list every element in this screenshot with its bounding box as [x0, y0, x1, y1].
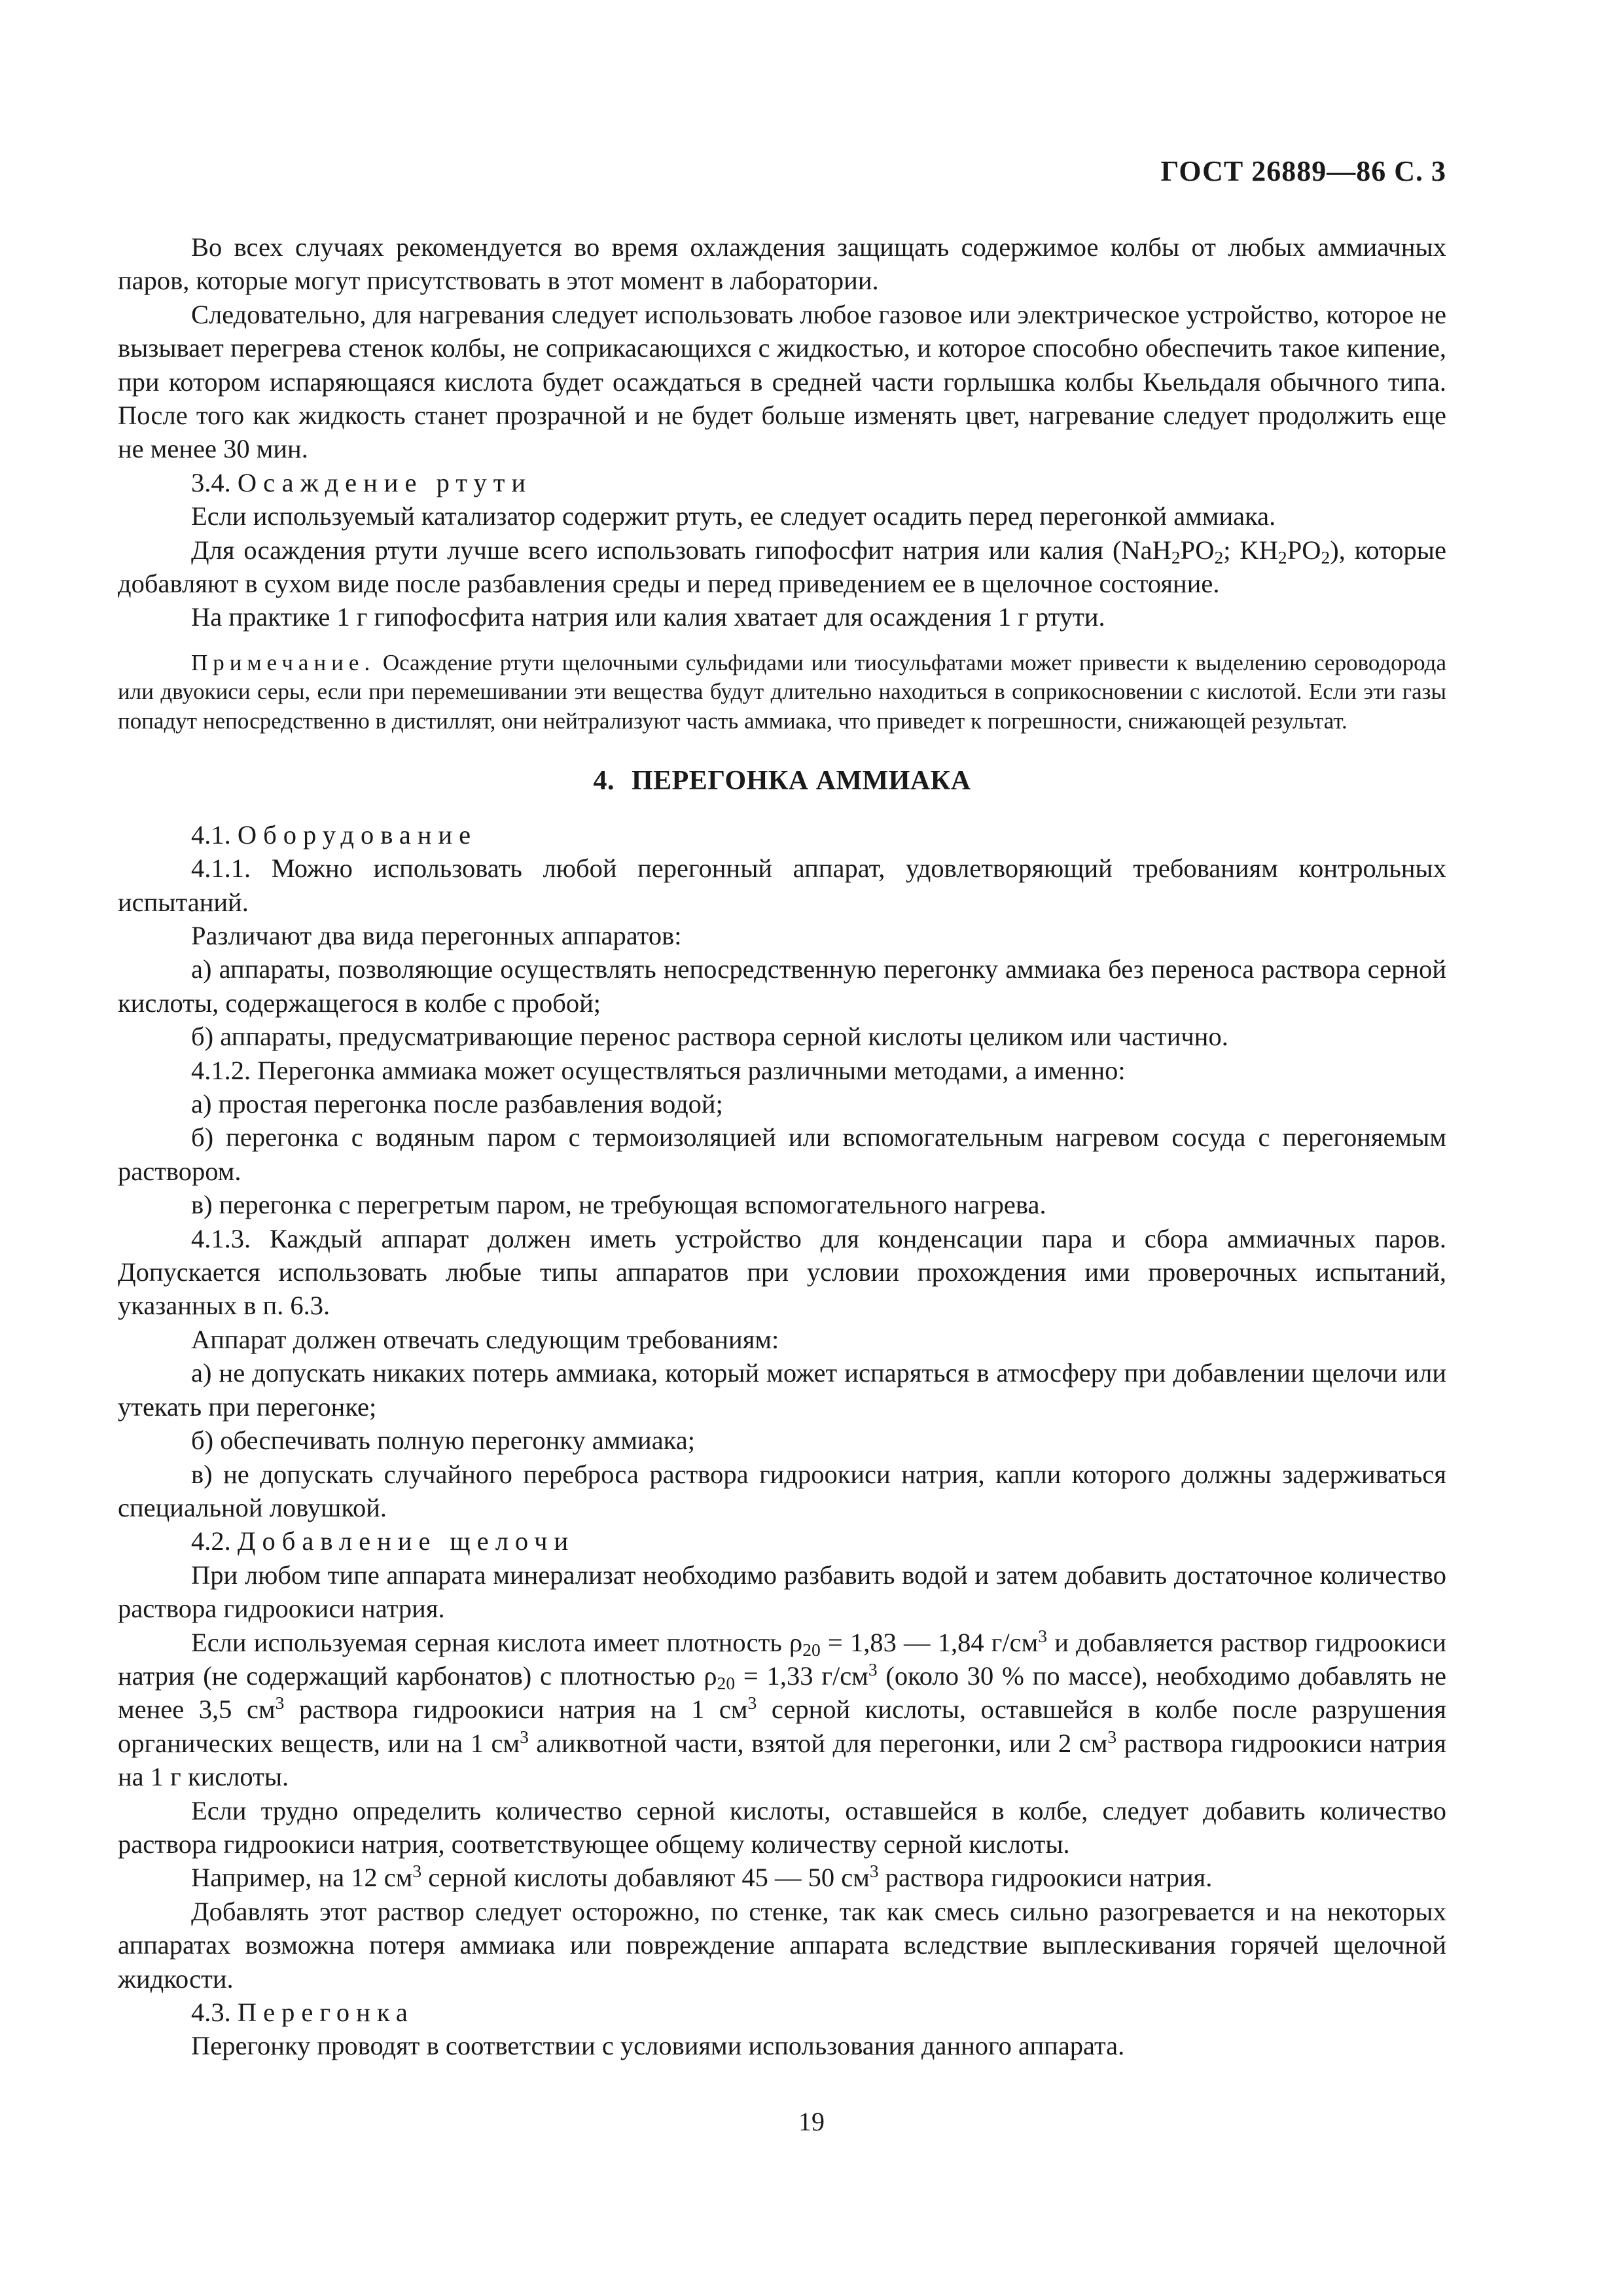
paragraph-example — [118, 1861, 1446, 1894]
paragraph-4-1-2: 4.1.2. Перегонка аммиака может осуществляться различными методами, а именно: — [191, 1055, 1126, 1085]
text-run: = 1,83 — 1,84 г/см — [820, 1627, 1039, 1657]
paragraph-hypophosphite — [118, 533, 1446, 601]
subsection-title: Осаждение ртути — [237, 467, 533, 497]
text-run: ), которые добавляют в сухом виде после разбавления среды и перед приведением ее в щелочное состояние. — [118, 535, 1446, 599]
text-run: и добавляется раствор гидроокиси натрия (не содержащий карбонатов) с плотностью ρ — [118, 1627, 1446, 1691]
subsection-4-3-heading — [118, 1996, 1446, 2029]
text-run: аликвотной части, взятой для перегонки, или 2 см — [528, 1728, 1108, 1758]
subsection-number: 3.4. — [191, 467, 231, 497]
subsection-4-1-heading — [118, 818, 1446, 852]
subsection-title: Перегонка — [237, 1998, 414, 2027]
list-item: а) не допускать никаких потерь аммиака, который может испаряться в атмосферу при добавлении щелочи или утекать при перегонке; — [118, 1358, 1446, 1422]
superscript: 3 — [275, 1693, 285, 1713]
paragraph-4-1-3: 4.1.3. Каждый аппарат должен иметь устройство для конденсации пара и сбора аммиачных паров. Допускается использовать любые типы аппаратов при условии прохождения ими проверочных испытаний, указанных в п. 6.3. — [118, 1223, 1446, 1321]
subscript: 2 — [1171, 547, 1181, 567]
subsection-number: 4.3. — [191, 1998, 231, 2027]
paragraph-mercury-catalyst: Если используемый катализатор содержит ртуть, ее следует осадить перед перегонкой аммиака. — [191, 501, 1276, 531]
text-run: серной кислоты, оставшейся в колбе после разрушения органических веществ, или на 1 см — [118, 1695, 1446, 1758]
text-run: Например, на 12 см — [191, 1863, 413, 1893]
text-run: Для осаждения ртути лучше всего использовать гипофосфит натрия или калия (NaH — [191, 535, 1171, 565]
text-run: серной кислоты добавляют 45 — 50 см — [421, 1863, 870, 1893]
subscript: 20 — [717, 1672, 736, 1693]
text-run: раствора гидроокиси натрия на 1 г кислоты. — [118, 1728, 1446, 1792]
page-number: 19 — [798, 2107, 825, 2136]
subsection-4-2-heading — [118, 1524, 1446, 1558]
text-run: PO — [1180, 535, 1215, 565]
text-run: PO — [1287, 535, 1321, 565]
list-item: в) перегонка с перегретым паром, не требующая вспомогательного нагрева. — [191, 1190, 1046, 1220]
superscript: 3 — [412, 1861, 422, 1882]
list-item: а) простая перегонка после разбавления водой; — [191, 1089, 723, 1119]
paragraph-requirements: Аппарат должен отвечать следующим требованиям: — [191, 1324, 779, 1354]
note-text: Осаждение ртути щелочными сульфидами или тиосульфатами может привести к выделению сероводорода или двуокиси серы, если при перемешивании эти вещества будут длительно находиться в соприкосновении с кислотой. Если эти газы попадут непосредственно в дистиллят, они нейтрализуют часть аммиака, что приведет к погрешности, снижающей результат. — [118, 649, 1446, 734]
text-run: раствора гидроокиси натрия. — [878, 1863, 1213, 1893]
text-run: (около 30 % по массе), необходимо добавлять не менее 3,5 см — [118, 1660, 1447, 1725]
paragraph-heating: Следовательно, для нагревания следует использовать любое газовое или электрическое устройство, которое не вызывает перегрева стенок колбы, не соприкасающихся с жидкостью, и которое способно обеспечить такое кипение, при котором испаряющаяся кислота будет осаждаться в средней части горлышка колбы Кьельдаля обычного типа. После того как жидкость станет прозрачной и не будет больше изменять цвет, нагревание следует продолжить еще не менее 30 мин. — [118, 299, 1446, 464]
superscript: 3 — [1107, 1726, 1117, 1747]
subsection-title: Добавление щелочи — [237, 1526, 575, 1556]
paragraph-cooling: Во всех случаях рекомендуется во время охлаждения защищать содержимое колбы от любых аммиачных паров, которые могут присутствовать в этот момент в лаборатории. — [118, 232, 1446, 296]
text-run: = 1,33 г/см — [735, 1660, 868, 1691]
subscript: 2 — [1214, 547, 1224, 567]
paragraph-practice: На практике 1 г гипофосфита натрия или калия хватает для осаждения 1 г ртути. — [191, 602, 1105, 632]
superscript: 3 — [747, 1693, 757, 1713]
subsection-title: Оборудование — [237, 819, 478, 850]
paragraph-dilution: При любом типе аппарата минерализат необходимо разбавить водой и затем добавить достаточное количество раствора гидроокиси натрия. — [118, 1560, 1446, 1624]
subscript: 2 — [1321, 547, 1330, 567]
paragraph-density — [118, 1626, 1446, 1794]
page-body — [118, 230, 1446, 2063]
list-item: б) аппараты, предусматривающие перенос раствора серной кислоты целиком или частично. — [191, 1022, 1228, 1052]
text-run: ; KH — [1223, 535, 1278, 565]
section-4-heading — [118, 764, 1446, 798]
list-item: б) перегонка с водяным паром с термоизоляцией или вспомогательным нагревом сосуда с перегоняемым раствором. — [118, 1122, 1446, 1186]
list-item: а) аппараты, позволяющие осуществлять непосредственную перегонку аммиака без переноса раствора серной кислоты, содержащегося в колбе с пробой; — [118, 954, 1446, 1018]
list-item: б) обеспечивать полную перегонку аммиака; — [191, 1426, 695, 1456]
superscript: 3 — [520, 1726, 529, 1747]
superscript: 3 — [869, 1861, 879, 1882]
subsection-3-4-heading — [118, 466, 1446, 499]
text-run: Если используемая серная кислота имеет плотность ρ — [191, 1627, 803, 1657]
subsection-number: 4.1. — [191, 819, 231, 850]
subsection-number: 4.2. — [191, 1526, 231, 1556]
paragraph-4-1-1: 4.1.1. Можно использовать любой перегонный аппарат, удовлетворяющий требованиям контрольных испытаний. — [118, 853, 1446, 917]
paragraph-apparatus-types: Различают два вида перегонных аппаратов: — [191, 921, 682, 950]
superscript: 3 — [1038, 1625, 1048, 1646]
paragraph-caution: Добавлять этот раствор следует осторожно, по стенке, так как смесь сильно разогревается и на некоторых аппаратах возможна потеря аммиака или повреждение аппарата вследствие выплескивания горячей щелочной жидкости. — [118, 1896, 1446, 1994]
note-label: Примечание. — [191, 649, 376, 675]
text-run: раствора гидроокиси натрия на 1 см — [284, 1695, 748, 1725]
page-header: ГОСТ 26889—86 С. 3 — [1160, 155, 1446, 187]
note-block — [118, 649, 1446, 736]
section-number: 4. — [593, 766, 615, 797]
list-item: в) не допускать случайного переброса раствора гидроокиси натрия, капли которого должны задерживаться специальной ловушкой. — [118, 1459, 1446, 1522]
paragraph-unknown-amount: Если трудно определить количество серной кислоты, оставшейся в колбе, следует добавить количество раствора гидроокиси натрия, соответствующее общему количеству серной кислоты. — [118, 1795, 1446, 1859]
section-title: ПЕРЕГОНКА АММИАКА — [631, 766, 971, 797]
subscript: 20 — [802, 1639, 821, 1660]
superscript: 3 — [868, 1659, 878, 1680]
subscript: 2 — [1277, 547, 1287, 567]
paragraph-distillation: Перегонку проводят в соответствии с условиями использования данного аппарата. — [191, 2031, 1125, 2061]
